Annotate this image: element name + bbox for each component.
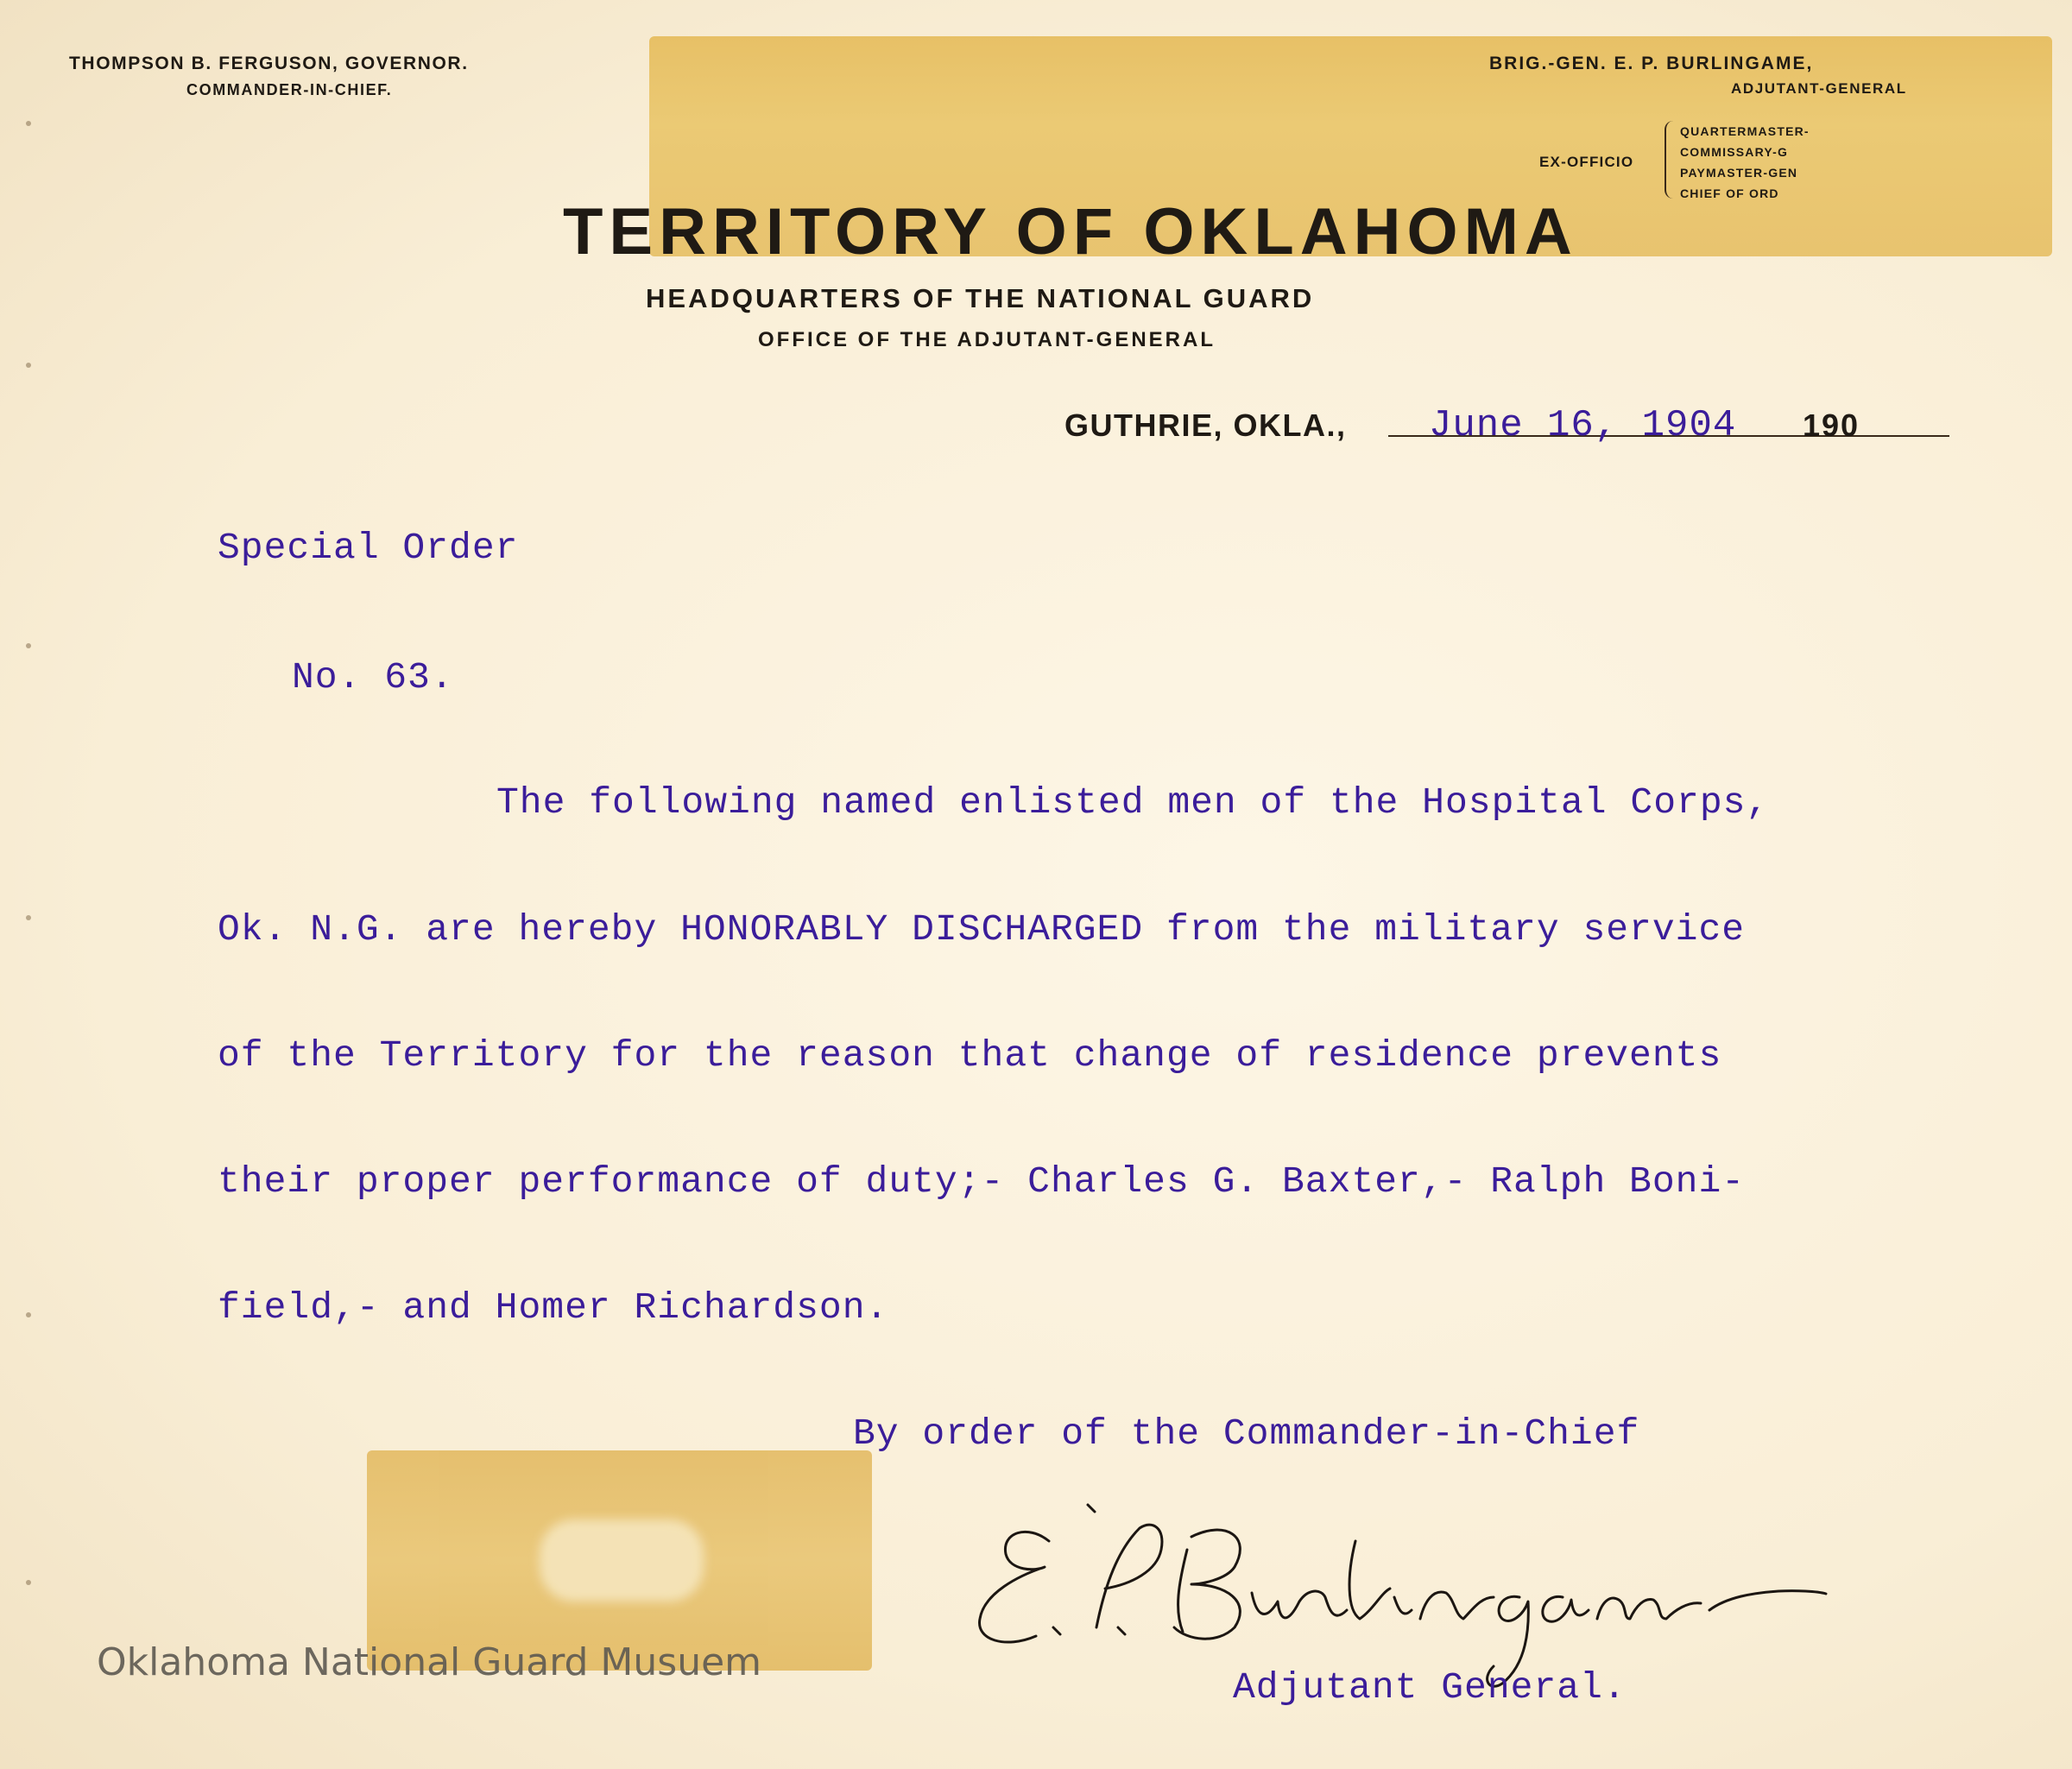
body-line-5: field,- and Homer Richardson. [218, 1286, 889, 1329]
punch-mark [26, 1580, 31, 1585]
body-line-2: Ok. N.G. are hereby HONORABLY DISCHARGED from the military service [218, 908, 1746, 951]
museum-watermark: Oklahoma National Guard Musuem [97, 1640, 762, 1684]
punch-mark [26, 915, 31, 920]
office-commissary: COMMISSARY-G [1680, 145, 1789, 159]
body-line-4: their proper performance of duty;- Charles G. Baxter,- Ralph Boni- [218, 1160, 1746, 1203]
punch-mark [26, 121, 31, 126]
order-number: No. 63. [292, 656, 454, 698]
punch-mark [26, 363, 31, 368]
adjutant-title: ADJUTANT-GENERAL [1731, 80, 1907, 97]
office-ordnance: CHIEF OF ORD [1680, 186, 1779, 200]
office-quartermaster: QUARTERMASTER- [1680, 124, 1810, 138]
punch-mark [26, 643, 31, 648]
body-line-1: The following named enlisted men of the Hospital Corps, [496, 781, 1770, 824]
place-label: GUTHRIE, OKLA., [1064, 408, 1347, 443]
signature [967, 1489, 1830, 1696]
punch-mark [26, 1312, 31, 1317]
governor-name: THOMPSON B. FERGUSON, GOVERNOR. [69, 54, 469, 73]
brace-mark [1665, 121, 1675, 199]
order-heading: Special Order [218, 527, 519, 569]
office-paymaster: PAYMASTER-GEN [1680, 166, 1798, 180]
closing-line: By order of the Commander-in-Chief [853, 1412, 1640, 1455]
adjutant-name: BRIG.-GEN. E. P. BURLINGAME, [1489, 54, 1814, 73]
letterhead-title: TERRITORY OF OKLAHOMA [563, 195, 1578, 269]
signer-title: Adjutant General. [1233, 1666, 1627, 1709]
date-value: June 16, 1904 [1429, 404, 1737, 447]
ex-officio-label: EX-OFFICIO [1539, 154, 1634, 170]
letterhead-subtitle: HEADQUARTERS OF THE NATIONAL GUARD [646, 283, 1315, 313]
tape-strip-bottom [367, 1450, 872, 1671]
letterhead-office: OFFICE OF THE ADJUTANT-GENERAL [758, 328, 1216, 351]
year-prefix: 190 [1803, 408, 1860, 443]
governor-title: COMMANDER-IN-CHIEF. [186, 81, 393, 98]
body-line-3: of the Territory for the reason that change of residence prevents [218, 1034, 1722, 1077]
